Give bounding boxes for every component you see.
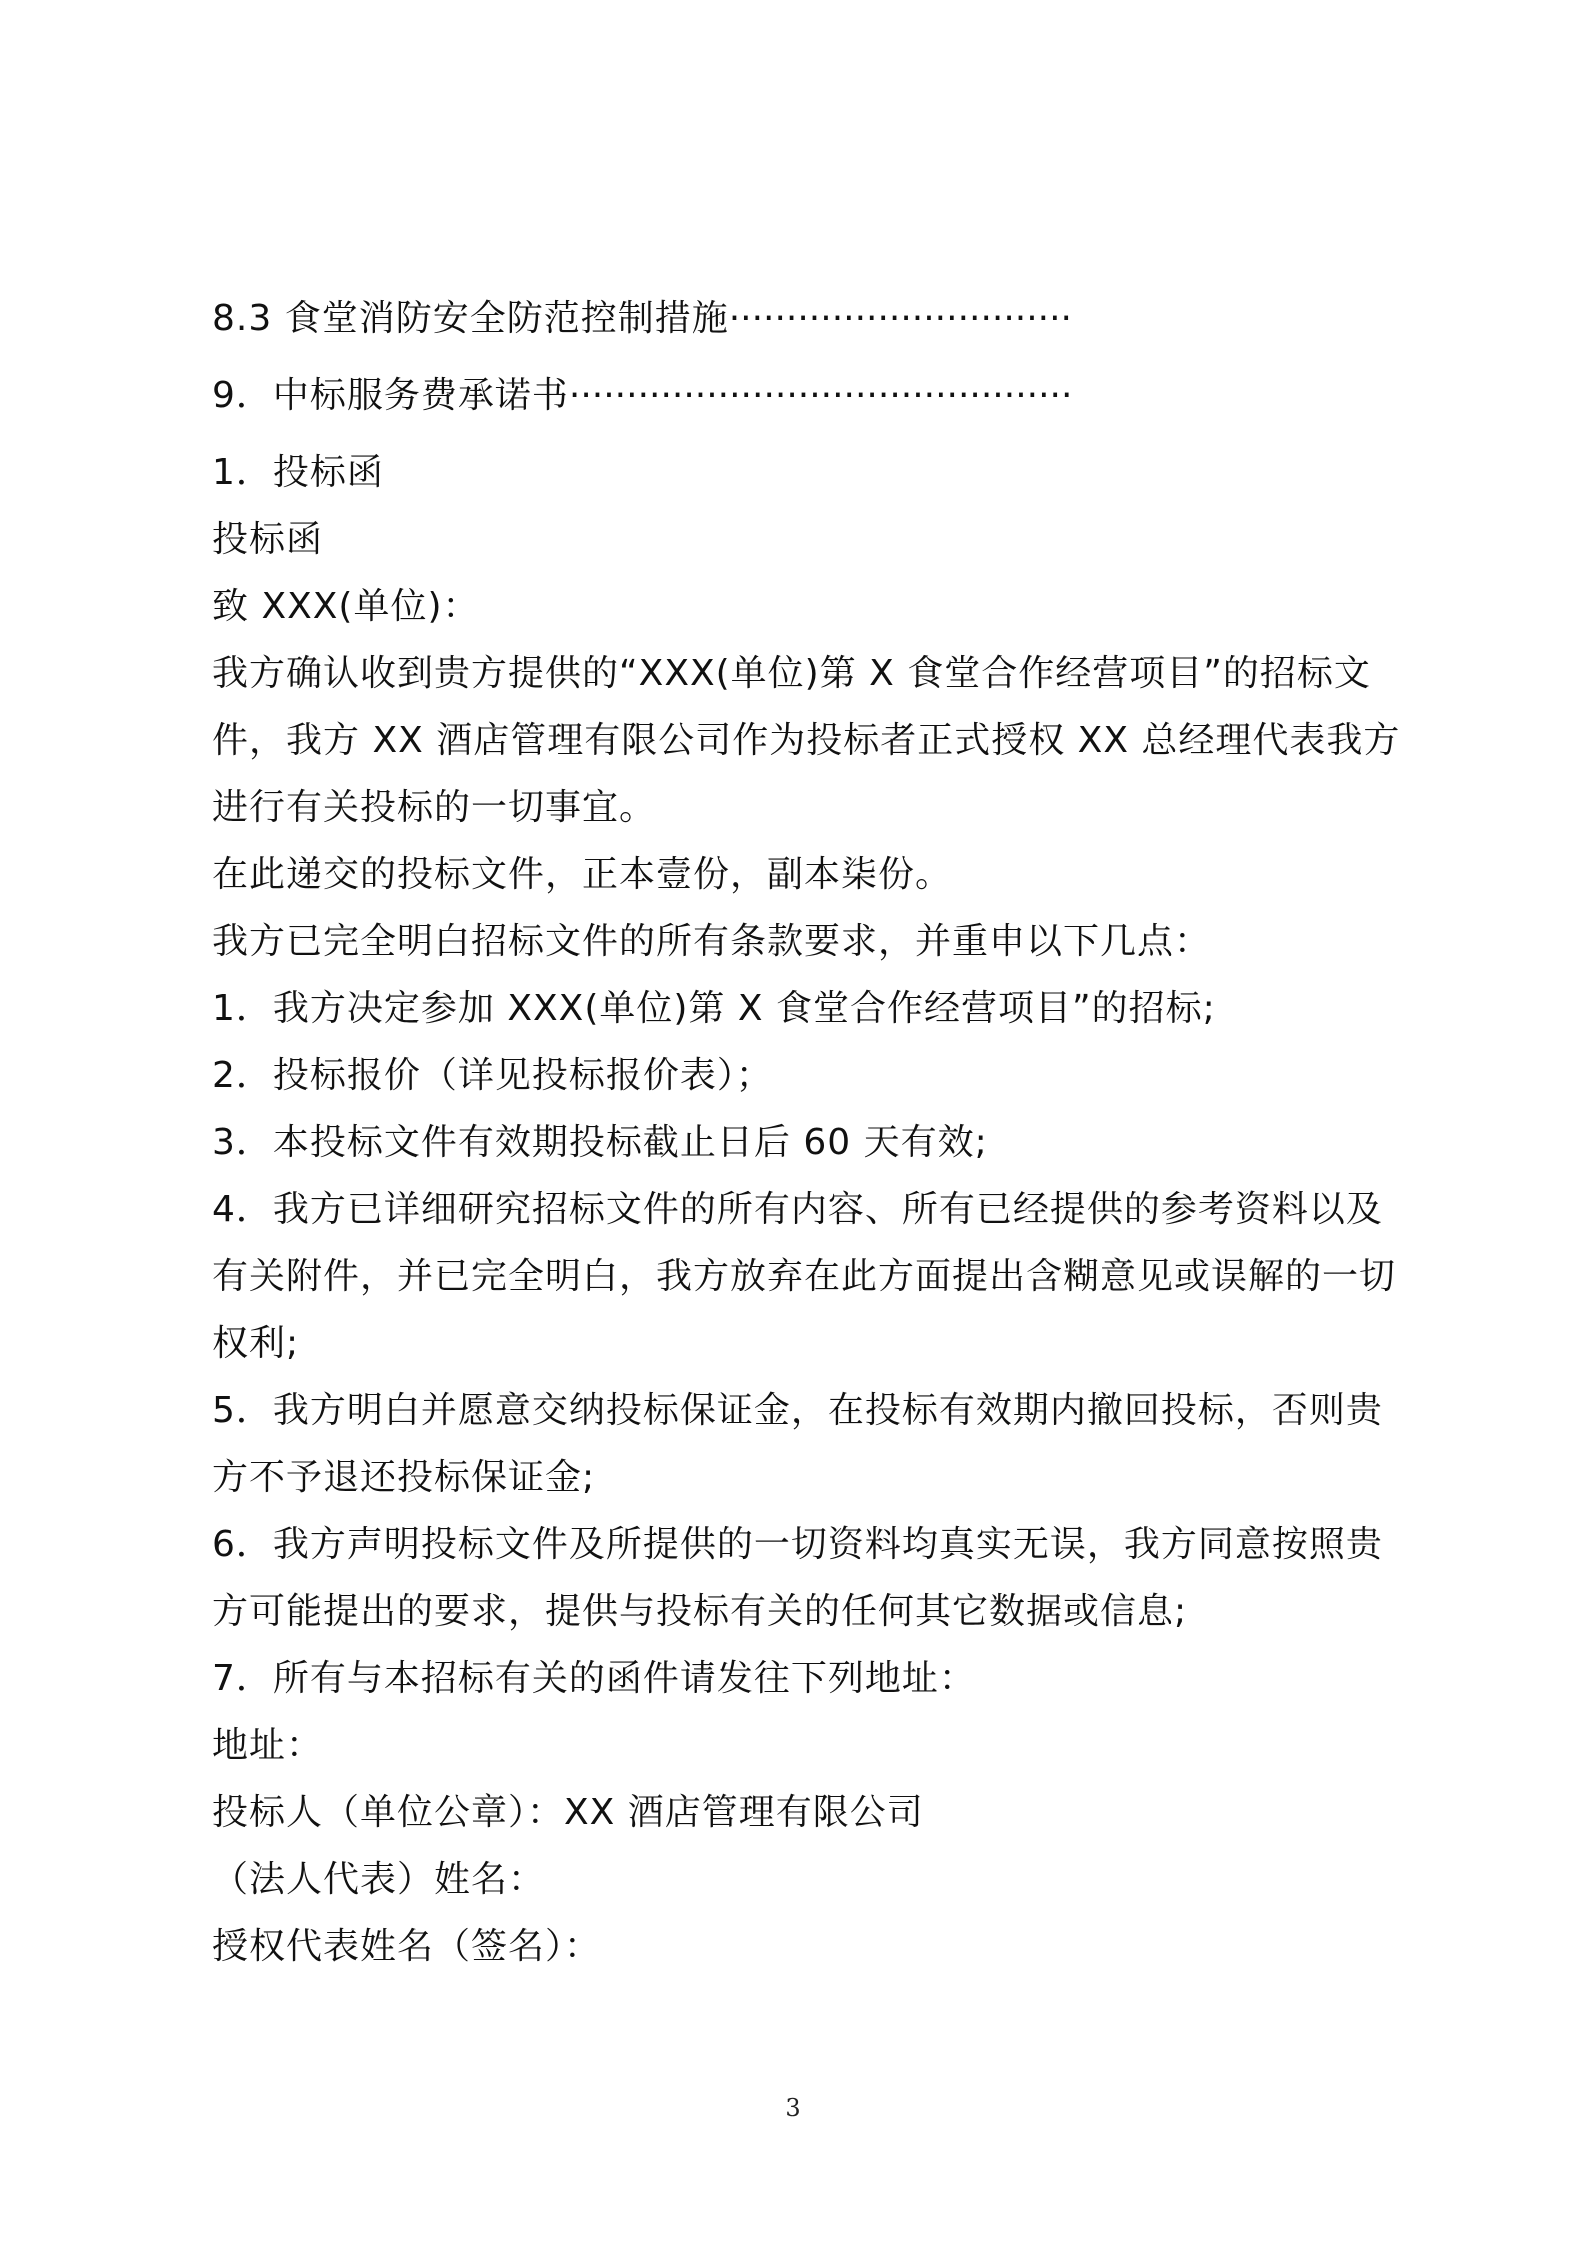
list-item-line: 4．我方已详细研究招标文件的所有内容、所有已经提供的参考资料以及 [212,1189,1383,1230]
paragraph-line: 我方已完全明白招标文件的所有条款要求，并重申以下几点： [212,921,1212,962]
list-item-line: 方不予退还投标保证金; [212,1457,596,1498]
toc-entry[interactable] [212,362,1402,429]
address-label: 地址： [212,1725,324,1766]
list-item-line: 7．所有与本招标有关的函件请发往下列地址： [212,1658,976,1699]
list-item-line: 方可能提出的要求，提供与投标有关的任何其它数据或信息; [212,1591,1188,1632]
salutation: 致 XXX(单位)： [212,586,480,627]
letter-title: 投标函 [212,519,324,560]
toc-entry-title: 9．中标服务费承诺书 [212,375,569,416]
document-body [212,285,1402,1980]
legal-representative-line: （法人代表）姓名： [212,1859,546,1900]
bidder-line: 投标人（单位公章）：XX 酒店管理有限公司 [212,1792,924,1833]
list-item-line: 有关附件，并已完全明白，我方放弃在此方面提出含糊意见或误解的一切 [212,1256,1397,1297]
section-heading: 1．投标函 [212,452,384,493]
list-item-line: 1．我方决定参加 XXX(单位)第 X 食堂合作经营项目”的招标; [212,988,1216,1029]
list-item-line: 6．我方声明投标文件及所提供的一切资料均真实无误，我方同意按照贵 [212,1524,1383,1565]
list-item-line: 3．本投标文件有效期投标截止日后 60 天有效; [212,1122,988,1163]
toc-dot-leader: ············································ [568,375,1073,416]
list-item-line: 5．我方明白并愿意交纳投标保证金，在投标有效期内撤回投标，否则贵 [212,1390,1383,1431]
paragraph-line: 在此递交的投标文件，正本壹份，副本柒份。 [212,854,953,895]
paragraph-line: 件，我方 XX 酒店管理有限公司作为投标者正式授权 XX 总经理代表我方 [212,720,1401,761]
toc-dot-leader: ······························ [728,298,1073,339]
toc-entry[interactable] [212,285,1402,352]
paragraph-line: 我方确认收到贵方提供的“XXX(单位)第 X 食堂合作经营项目”的招标文 [212,653,1371,694]
toc-entry-title: 8.3 食堂消防安全防范控制措施 [212,298,729,339]
authorized-representative-line: 授权代表姓名（签名）： [212,1926,602,1967]
list-item-line: 2．投标报价（详见投标报价表）； [212,1055,773,1096]
list-item-line: 权利; [212,1323,300,1364]
paragraph-line: 进行有关投标的一切事宜。 [212,787,657,828]
page-number: 3 [785,2094,801,2122]
